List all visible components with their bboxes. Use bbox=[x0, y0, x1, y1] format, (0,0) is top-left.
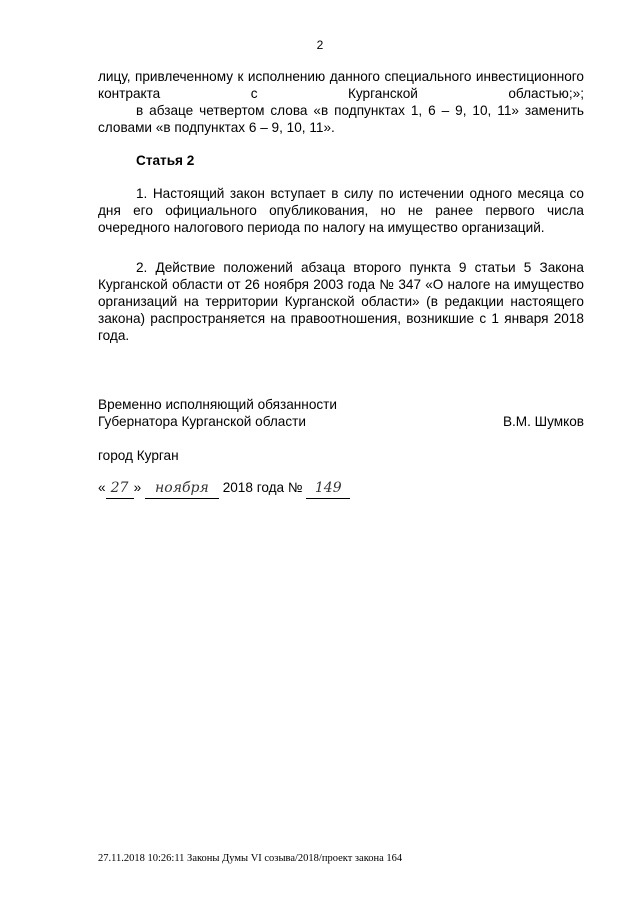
close-quote: » bbox=[133, 480, 142, 495]
handwritten-month: ноября bbox=[145, 478, 219, 499]
date-number-line bbox=[98, 478, 350, 499]
paragraph: 2. Действие положений абзаца второго пункта 9 статьи 5 Закона Курганской области от 26 ноября 2003 года № 347 «О налоге на имущество организаций на территории Курганской области» (в редакции настоящего закона) распространяется на правоотношения, возникшие с 1 января 2018 года. bbox=[98, 260, 584, 343]
paragraph: лицу, привлеченному к исполнению данного специального инвестиционного контракта с Курганской областью;»; bbox=[98, 69, 584, 101]
city-line: город Курган bbox=[98, 448, 179, 463]
handwritten-law-number: 149 bbox=[306, 478, 350, 499]
article-item-2 bbox=[98, 259, 584, 344]
signatory-title-line2: Губернатора Курганской области bbox=[98, 414, 306, 429]
paragraph: в абзаце четвертом слова «в подпунктах 1, 6 – 9, 10, 11» заменить словами «в подпунктах 6 – 9, 10, 11». bbox=[98, 103, 584, 135]
article-item-1 bbox=[98, 185, 584, 236]
signatory-title-line1: Временно исполняющий обязанности bbox=[98, 397, 337, 412]
amendment-text bbox=[98, 68, 584, 136]
article-heading: Статья 2 bbox=[136, 153, 195, 168]
paragraph: 1. Настоящий закон вступает в силу по истечении одного месяца со дня его официального опубликования, но не ранее первого числа очередного налогового периода по налогу на имущество организаций. bbox=[98, 186, 584, 235]
signatory-name: В.М. Шумков bbox=[502, 414, 584, 429]
footer-stamp: 27.11.2018 10:26:11 Законы Думы VI созыва/2018/проект закона 164 bbox=[98, 853, 403, 864]
open-quote: « bbox=[98, 480, 106, 495]
year-text: 2018 года № bbox=[222, 480, 303, 495]
page-number: 2 bbox=[316, 38, 324, 52]
handwritten-day: 27 bbox=[106, 478, 134, 499]
